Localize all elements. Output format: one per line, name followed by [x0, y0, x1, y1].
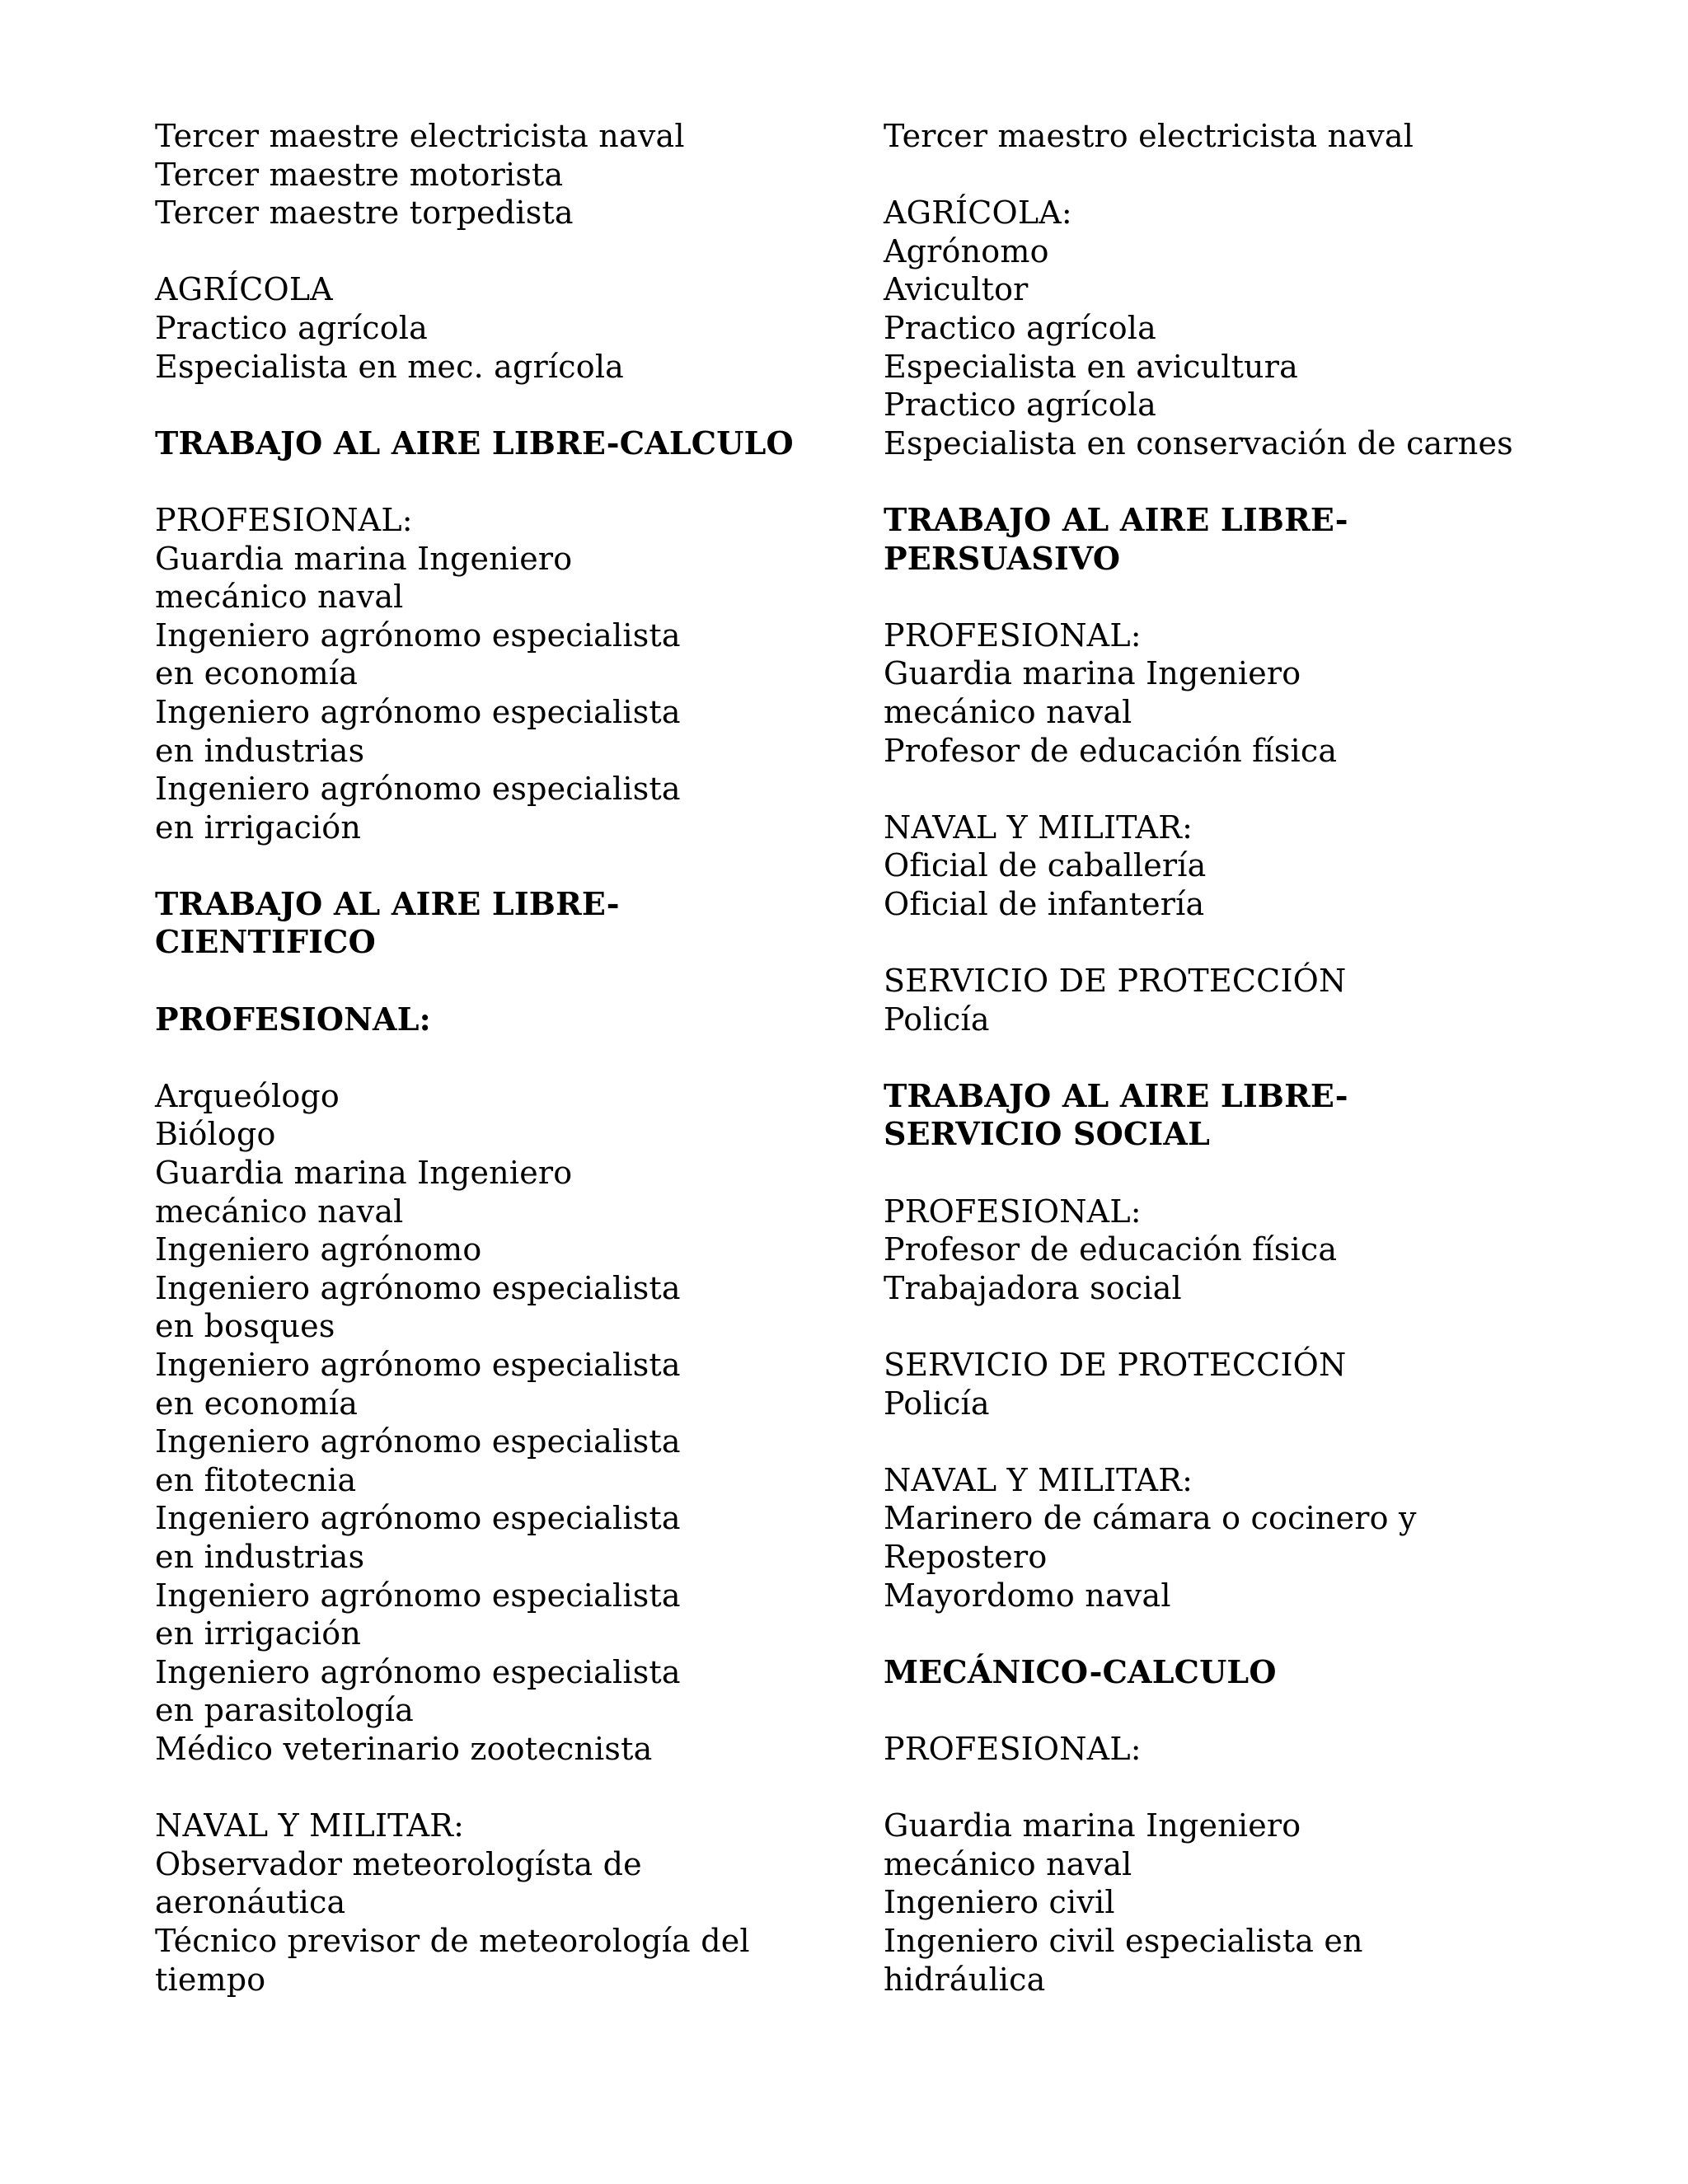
left-column — [155, 117, 864, 1999]
text-line: Ingeniero agrónomo especialista — [155, 1347, 681, 1383]
text-line: Marinero de cámara o cocinero y — [884, 1500, 1417, 1537]
text-line: Profesor de educación física — [884, 1231, 1338, 1268]
blank-line — [155, 232, 864, 271]
blank-line — [884, 1691, 1625, 1730]
blank-line — [884, 156, 1625, 194]
text-line: Ingeniero agrónomo especialista — [155, 616, 681, 654]
text-line: PROFESIONAL: — [155, 501, 413, 538]
text-line: Ingeniero agrónomo especialista — [155, 693, 681, 730]
text-line: en irrigación — [155, 808, 362, 846]
text-line: Ingeniero agrónomo especialista — [155, 1423, 681, 1460]
text-line: Guardia marina Ingeniero — [155, 540, 573, 577]
text-line: SERVICIO DE PROTECCIÓN — [884, 1347, 1347, 1383]
blank-line — [884, 1154, 1625, 1193]
blank-line — [884, 1038, 1625, 1077]
text-line: Tercer maestre motorista — [155, 156, 564, 193]
text-line: Ingeniero agrónomo especialista — [155, 1269, 681, 1306]
section-heading: MECÁNICO-CALCULO — [884, 1652, 1277, 1690]
text-line: PROFESIONAL: — [884, 1193, 1142, 1230]
blank-line — [884, 923, 1625, 962]
section-heading: TRABAJO AL AIRE LIBRE- — [155, 884, 620, 922]
text-line: Médico veterinario zootecnista — [155, 1730, 653, 1767]
text-line: Observador meteorologísta de — [155, 1845, 642, 1882]
section-heading: CIENTIFICO — [155, 923, 376, 961]
text-line: hidráulica — [884, 1961, 1046, 1998]
text-line: NAVAL Y MILITAR: — [884, 808, 1193, 846]
text-line: Tercer maestre electricista naval — [155, 118, 685, 154]
text-line: PROFESIONAL: — [884, 1730, 1142, 1767]
text-line: Técnico previsor de meteorología del — [155, 1922, 750, 1959]
blank-line — [884, 462, 1625, 501]
text-line: NAVAL Y MILITAR: — [884, 1461, 1193, 1498]
section-heading: PROFESIONAL: — [155, 1000, 431, 1038]
text-line: SERVICIO DE PROTECCIÓN — [884, 963, 1347, 1000]
text-line: Ingeniero agrónomo — [155, 1231, 482, 1268]
text-line: mecánico naval — [884, 693, 1132, 730]
blank-line — [884, 1615, 1625, 1653]
text-line: en irrigación — [155, 1615, 362, 1652]
text-line: en parasitología — [155, 1692, 415, 1729]
text-line: Practico agrícola — [884, 387, 1157, 424]
text-line: Guardia marina Ingeniero — [884, 1807, 1301, 1844]
text-line: Practico agrícola — [155, 309, 429, 346]
text-line: Especialista en conservación de carnes — [884, 424, 1513, 462]
text-line: Practico agrícola — [884, 309, 1157, 346]
text-line: en industrias — [155, 1538, 365, 1575]
text-line: Profesor de educación física — [884, 732, 1338, 769]
text-line: mecánico naval — [155, 1193, 404, 1230]
section-heading: SERVICIO SOCIAL — [884, 1115, 1211, 1153]
text-line: PROFESIONAL: — [884, 616, 1142, 654]
text-line: Ingeniero agrónomo especialista — [155, 1653, 681, 1690]
text-line: Repostero — [884, 1538, 1048, 1575]
text-line: Arqueólogo — [155, 1077, 340, 1114]
text-line: Ingeniero agrónomo especialista — [155, 1500, 681, 1537]
text-line: Oficial de caballería — [884, 847, 1207, 884]
blank-line — [155, 962, 864, 1001]
text-line: mecánico naval — [884, 1845, 1132, 1882]
right-column — [884, 117, 1625, 1999]
text-line: Trabajadora social — [884, 1269, 1182, 1306]
text-line: Mayordomo naval — [884, 1577, 1171, 1614]
blank-line — [155, 846, 864, 885]
text-line: en bosques — [155, 1308, 335, 1345]
blank-line — [155, 1038, 864, 1077]
text-line: Agrónomo — [884, 232, 1049, 269]
text-line: Guardia marina Ingeniero — [155, 1155, 573, 1192]
text-line: AGRÍCOLA: — [884, 194, 1072, 232]
text-line: en economía — [155, 655, 359, 692]
blank-line — [884, 578, 1625, 616]
text-line: NAVAL Y MILITAR: — [155, 1807, 465, 1844]
text-line: Especialista en mec. agrícola — [155, 348, 625, 385]
text-line: Ingeniero agrónomo especialista — [155, 771, 681, 808]
text-line: Ingeniero civil especialista en — [884, 1922, 1363, 1959]
text-line: Policía — [884, 1385, 990, 1422]
text-line: Avicultor — [884, 271, 1029, 308]
text-line: Especialista en avicultura — [884, 348, 1298, 385]
text-line: en fitotecnia — [155, 1461, 357, 1498]
section-heading: TRABAJO AL AIRE LIBRE- — [884, 500, 1348, 538]
text-line: Policía — [884, 1001, 990, 1038]
blank-line — [884, 1422, 1625, 1461]
text-line: Tercer maestre torpedista — [155, 194, 574, 232]
text-line: Oficial de infantería — [884, 885, 1205, 922]
blank-line — [884, 1769, 1625, 1807]
section-heading: TRABAJO AL AIRE LIBRE-CALCULO — [155, 424, 794, 462]
text-line: Guardia marina Ingeniero — [884, 655, 1301, 692]
blank-line — [155, 462, 864, 501]
text-line: Ingeniero civil — [884, 1884, 1115, 1921]
blank-line — [884, 770, 1625, 808]
section-heading: PERSUASIVO — [884, 539, 1121, 577]
section-heading: TRABAJO AL AIRE LIBRE- — [884, 1076, 1348, 1114]
text-line: Biólogo — [155, 1116, 276, 1153]
text-line: aeronáutica — [155, 1884, 346, 1921]
text-line: en economía — [155, 1385, 359, 1422]
blank-line — [155, 386, 864, 424]
text-line: tiempo — [155, 1961, 266, 1998]
blank-line — [884, 1307, 1625, 1346]
text-line: en industrias — [155, 732, 365, 769]
blank-line — [155, 1769, 864, 1807]
text-line: Tercer maestro electricista naval — [884, 118, 1414, 154]
text-line: AGRÍCOLA — [155, 271, 333, 308]
text-line: mecánico naval — [155, 579, 404, 616]
text-line: Ingeniero agrónomo especialista — [155, 1577, 681, 1614]
